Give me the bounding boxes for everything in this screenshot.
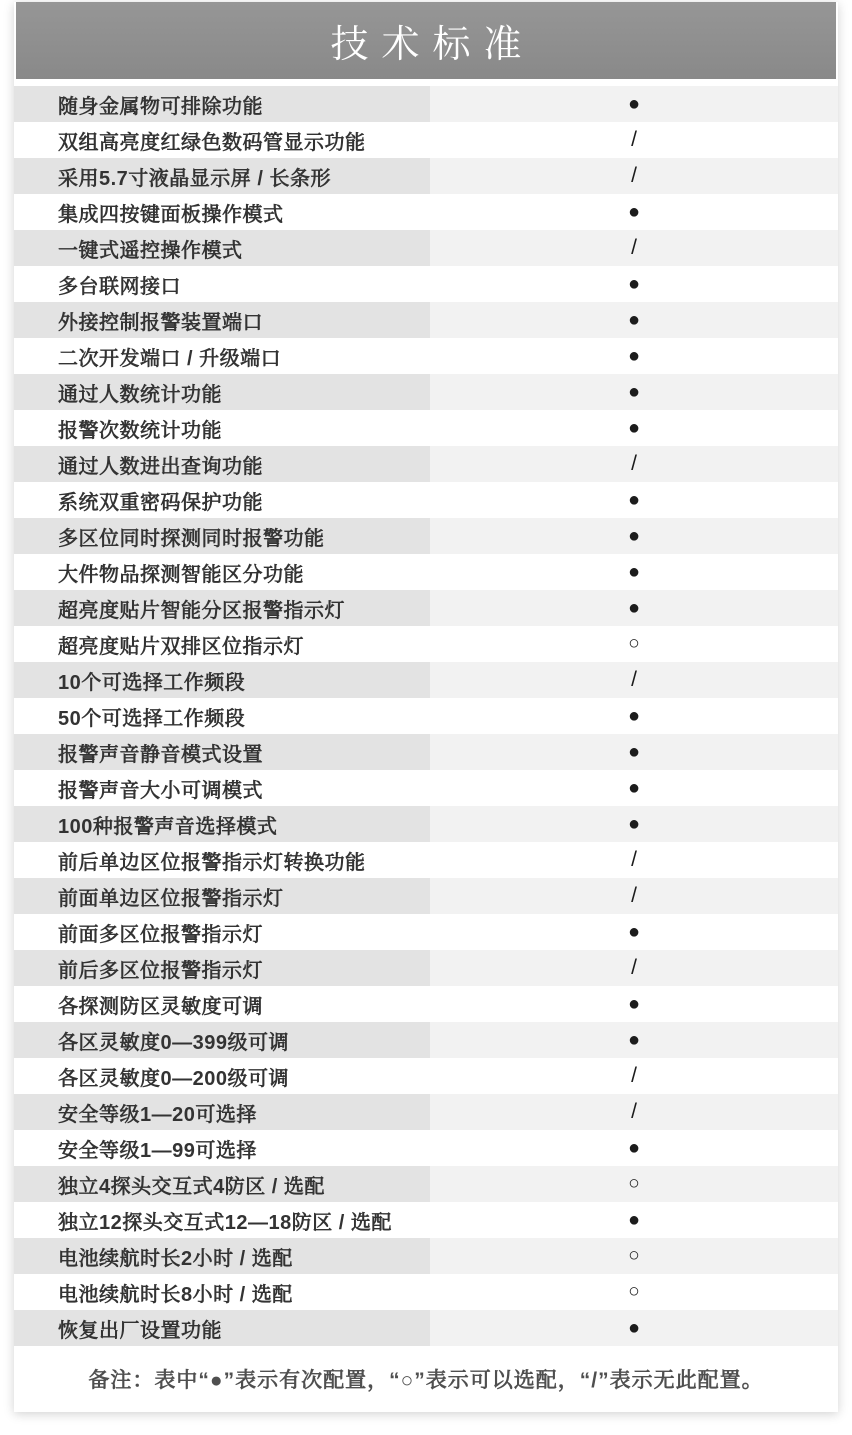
status-symbol-filled: ● [627, 416, 641, 439]
status-symbol-empty: ○ [628, 1281, 640, 1302]
status-symbol-none: / [631, 164, 637, 187]
status-symbol-none: / [631, 128, 637, 151]
status-symbol-none: / [631, 452, 637, 475]
table-row [14, 1058, 838, 1094]
spec-status-cell [430, 1238, 838, 1274]
status-symbol-filled: ● [627, 524, 641, 547]
table-row [14, 950, 838, 986]
status-symbol-none: / [631, 236, 637, 259]
status-symbol-none: / [631, 1064, 637, 1087]
status-symbol-filled: ● [627, 1316, 641, 1339]
spec-status-cell [430, 950, 838, 986]
page-title: 技术标准 [330, 24, 535, 66]
status-symbol-filled: ● [627, 920, 641, 943]
spec-label: 双组高亮度红绿色数码管显示功能 [58, 131, 366, 154]
table-row [14, 1094, 838, 1130]
spec-status-cell [430, 410, 838, 446]
spec-table [14, 86, 838, 1346]
status-symbol-filled: ● [627, 92, 641, 115]
spec-label: 系统双重密码保护功能 [58, 491, 263, 514]
spec-label: 多区位同时探测同时报警功能 [14, 518, 430, 554]
table-row [14, 662, 838, 698]
table-row [14, 302, 838, 338]
status-symbol-filled: ● [627, 1208, 641, 1231]
status-symbol-filled: ● [627, 380, 641, 403]
spec-label: 独立4探头交互式4防区 / 选配 [14, 1166, 430, 1202]
spec-label: 恢复出厂设置功能 [14, 1310, 430, 1346]
spec-label: 前面单边区位报警指示灯 [14, 878, 430, 914]
spec-status-cell [430, 986, 838, 1022]
status-symbol-none: / [631, 668, 637, 691]
spec-label: 安全等级1—20可选择 [14, 1094, 430, 1130]
spec-status-cell [430, 554, 838, 590]
status-symbol-empty: ○ [628, 1173, 640, 1194]
table-row [14, 590, 838, 626]
spec-status-cell [430, 338, 838, 374]
spec-status-cell [430, 698, 838, 734]
spec-status-cell [430, 482, 838, 518]
spec-label: 超亮度贴片智能分区报警指示灯 [14, 590, 430, 626]
table-row [14, 626, 838, 662]
table-row [14, 1166, 838, 1202]
table-row [14, 806, 838, 842]
table-row [14, 698, 838, 734]
spec-status-cell [430, 122, 838, 158]
spec-status-cell [430, 734, 838, 770]
spec-status-cell [430, 626, 838, 662]
status-symbol-filled: ● [627, 812, 641, 835]
status-symbol-none: / [631, 884, 637, 907]
table-row [14, 554, 838, 590]
status-symbol-filled: ● [627, 740, 641, 763]
status-symbol-filled: ● [627, 560, 641, 583]
spec-label: 前后单边区位报警指示灯转换功能 [58, 851, 366, 874]
spec-label: 100种报警声音选择模式 [14, 806, 430, 842]
spec-label: 报警声音大小可调模式 [58, 779, 263, 802]
spec-status-cell [430, 266, 838, 302]
status-symbol-none: / [631, 1100, 637, 1123]
table-row [14, 878, 838, 914]
spec-label: 各区灵敏度0—200级可调 [58, 1067, 289, 1090]
spec-label: 随身金属物可排除功能 [14, 86, 430, 122]
spec-status-cell [430, 806, 838, 842]
legend-note: 备注：表中“●”表示有次配置，“○”表示可以选配，“/”表示无此配置。 [88, 1369, 764, 1392]
spec-status-cell [430, 1166, 838, 1202]
spec-status-cell [430, 1310, 838, 1346]
spec-status-cell [430, 1202, 838, 1238]
spec-status-cell [430, 446, 838, 482]
status-symbol-empty: ○ [628, 633, 640, 654]
table-row [14, 230, 838, 266]
spec-label: 二次开发端口 / 升级端口 [58, 347, 282, 370]
table-row [14, 194, 838, 230]
spec-label: 前后多区位报警指示灯 [14, 950, 430, 986]
spec-status-cell [430, 770, 838, 806]
spec-status-cell [430, 374, 838, 410]
spec-label: 10个可选择工作频段 [14, 662, 430, 698]
table-row [14, 518, 838, 554]
table-row [14, 1274, 838, 1310]
spec-status-cell [430, 662, 838, 698]
status-symbol-filled: ● [627, 344, 641, 367]
spec-label: 各探测防区灵敏度可调 [58, 995, 263, 1018]
table-row [14, 122, 838, 158]
table-row [14, 410, 838, 446]
spec-label: 采用5.7寸液晶显示屏 / 长条形 [14, 158, 430, 194]
status-symbol-none: / [631, 956, 637, 979]
spec-label: 50个可选择工作频段 [58, 707, 246, 730]
spec-status-cell [430, 518, 838, 554]
status-symbol-none: / [631, 848, 637, 871]
spec-label: 多台联网接口 [58, 275, 181, 298]
spec-label: 通过人数进出查询功能 [14, 446, 430, 482]
spec-status-cell [430, 158, 838, 194]
spec-label: 安全等级1—99可选择 [58, 1139, 257, 1162]
spec-label: 电池续航时长2小时 / 选配 [14, 1238, 430, 1274]
table-row [14, 86, 838, 122]
table-row [14, 338, 838, 374]
table-row [14, 158, 838, 194]
spec-label: 各区灵敏度0—399级可调 [14, 1022, 430, 1058]
table-row [14, 770, 838, 806]
spec-status-cell [430, 878, 838, 914]
spec-status-cell [430, 1022, 838, 1058]
status-symbol-filled: ● [627, 308, 641, 331]
status-symbol-filled: ● [627, 200, 641, 223]
table-row [14, 734, 838, 770]
status-symbol-filled: ● [627, 596, 641, 619]
spec-status-cell [430, 1094, 838, 1130]
status-symbol-filled: ● [627, 272, 641, 295]
table-row [14, 266, 838, 302]
spec-label: 通过人数统计功能 [14, 374, 430, 410]
table-row [14, 914, 838, 950]
spec-label: 集成四按键面板操作模式 [58, 203, 284, 226]
table-row [14, 446, 838, 482]
spec-label: 电池续航时长8小时 / 选配 [58, 1283, 293, 1306]
status-symbol-empty: ○ [628, 1245, 640, 1266]
table-row [14, 1238, 838, 1274]
status-symbol-filled: ● [627, 1028, 641, 1051]
table-row [14, 374, 838, 410]
table-row [14, 1130, 838, 1166]
spec-label: 大件物品探测智能区分功能 [58, 563, 304, 586]
status-symbol-filled: ● [627, 1136, 641, 1159]
table-row [14, 482, 838, 518]
spec-label: 一键式遥控操作模式 [14, 230, 430, 266]
status-symbol-filled: ● [627, 704, 641, 727]
spec-card [14, 2, 838, 1412]
table-row [14, 1310, 838, 1346]
table-row [14, 1202, 838, 1238]
table-row [14, 1022, 838, 1058]
table-row [14, 842, 838, 878]
spec-status-cell [430, 914, 838, 950]
spec-status-cell [430, 194, 838, 230]
table-row [14, 986, 838, 1022]
spec-status-cell [430, 1058, 838, 1094]
spec-status-cell [430, 230, 838, 266]
spec-status-cell [430, 1274, 838, 1310]
status-symbol-filled: ● [627, 776, 641, 799]
status-symbol-filled: ● [627, 488, 641, 511]
spec-label: 前面多区位报警指示灯 [58, 923, 263, 946]
status-symbol-filled: ● [627, 992, 641, 1015]
spec-label: 独立12探头交互式12—18防区 / 选配 [58, 1211, 392, 1234]
spec-label: 超亮度贴片双排区位指示灯 [58, 635, 304, 658]
spec-status-cell [430, 302, 838, 338]
spec-status-cell [430, 1130, 838, 1166]
spec-status-cell [430, 590, 838, 626]
spec-label: 报警声音静音模式设置 [14, 734, 430, 770]
spec-label: 外接控制报警装置端口 [14, 302, 430, 338]
spec-status-cell [430, 86, 838, 122]
spec-status-cell [430, 842, 838, 878]
spec-label: 报警次数统计功能 [58, 419, 222, 442]
card-header [16, 2, 836, 79]
